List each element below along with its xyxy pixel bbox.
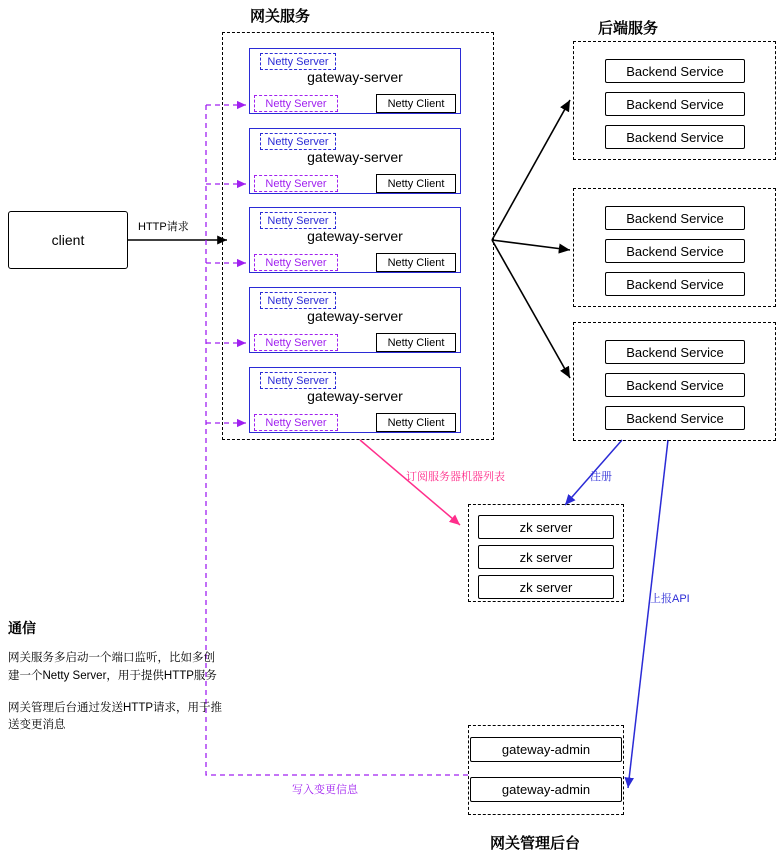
backend-service: Backend Service	[605, 239, 745, 263]
notes-paragraph-2: 网关管理后台通过发送HTTP请求，用于推送变更消息	[8, 701, 223, 732]
netty-client: Netty Client	[376, 174, 456, 193]
label-http-request: HTTP请求	[138, 221, 189, 233]
zk-server: zk server	[478, 575, 614, 599]
title-gateway-services: 网关服务	[250, 8, 311, 25]
netty-client: Netty Client	[376, 94, 456, 113]
netty-server-bottom: Netty Server	[254, 175, 338, 192]
gateway-server-name: gateway-server	[307, 149, 403, 165]
gateway-card	[249, 207, 461, 273]
netty-server-bottom: Netty Server	[254, 414, 338, 431]
netty-server-top: Netty Server	[260, 133, 336, 150]
zk-server: zk server	[478, 545, 614, 569]
backend-service: Backend Service	[605, 92, 745, 116]
netty-server-bottom: Netty Server	[254, 95, 338, 112]
backend-service: Backend Service	[605, 206, 745, 230]
gateway-server-name: gateway-server	[307, 69, 403, 85]
netty-server-top: Netty Server	[260, 372, 336, 389]
gateway-card	[249, 128, 461, 194]
label-write-change: 写入变更信息	[292, 784, 358, 796]
title-backend-services: 后端服务	[598, 20, 659, 37]
gateway-admin: gateway-admin	[470, 737, 622, 762]
backend-service: Backend Service	[605, 373, 745, 397]
gateway-card	[249, 287, 461, 353]
label-report-api: 上报API	[650, 593, 690, 605]
gateway-server-name: gateway-server	[307, 228, 403, 244]
notes-paragraph-1: 网关服务多启动一个端口监听，比如多创建一个Netty Server，用于提供HTTP服务	[8, 652, 217, 682]
notes-heading: 通信	[8, 620, 36, 636]
netty-server-top: Netty Server	[260, 212, 336, 229]
gateway-admin: gateway-admin	[470, 777, 622, 802]
gateway-card	[249, 367, 461, 433]
backend-service: Backend Service	[605, 125, 745, 149]
netty-server-top: Netty Server	[260, 53, 336, 70]
label-subscribe: 订阅服务器机器列表	[406, 471, 505, 483]
gateway-card	[249, 48, 461, 114]
gateway-server-name: gateway-server	[307, 388, 403, 404]
client-box: client	[8, 211, 128, 269]
backend-service: Backend Service	[605, 340, 745, 364]
gateway-server-name: gateway-server	[307, 308, 403, 324]
netty-server-bottom: Netty Server	[254, 334, 338, 351]
backend-service: Backend Service	[605, 59, 745, 83]
label-register: 注册	[590, 471, 612, 483]
backend-service: Backend Service	[605, 406, 745, 430]
netty-client: Netty Client	[376, 253, 456, 272]
netty-client: Netty Client	[376, 413, 456, 432]
netty-server-top: Netty Server	[260, 292, 336, 309]
notes-block	[8, 618, 223, 749]
netty-server-bottom: Netty Server	[254, 254, 338, 271]
netty-client: Netty Client	[376, 333, 456, 352]
zk-server: zk server	[478, 515, 614, 539]
title-gateway-admin: 网关管理后台	[490, 835, 581, 852]
backend-service: Backend Service	[605, 272, 745, 296]
